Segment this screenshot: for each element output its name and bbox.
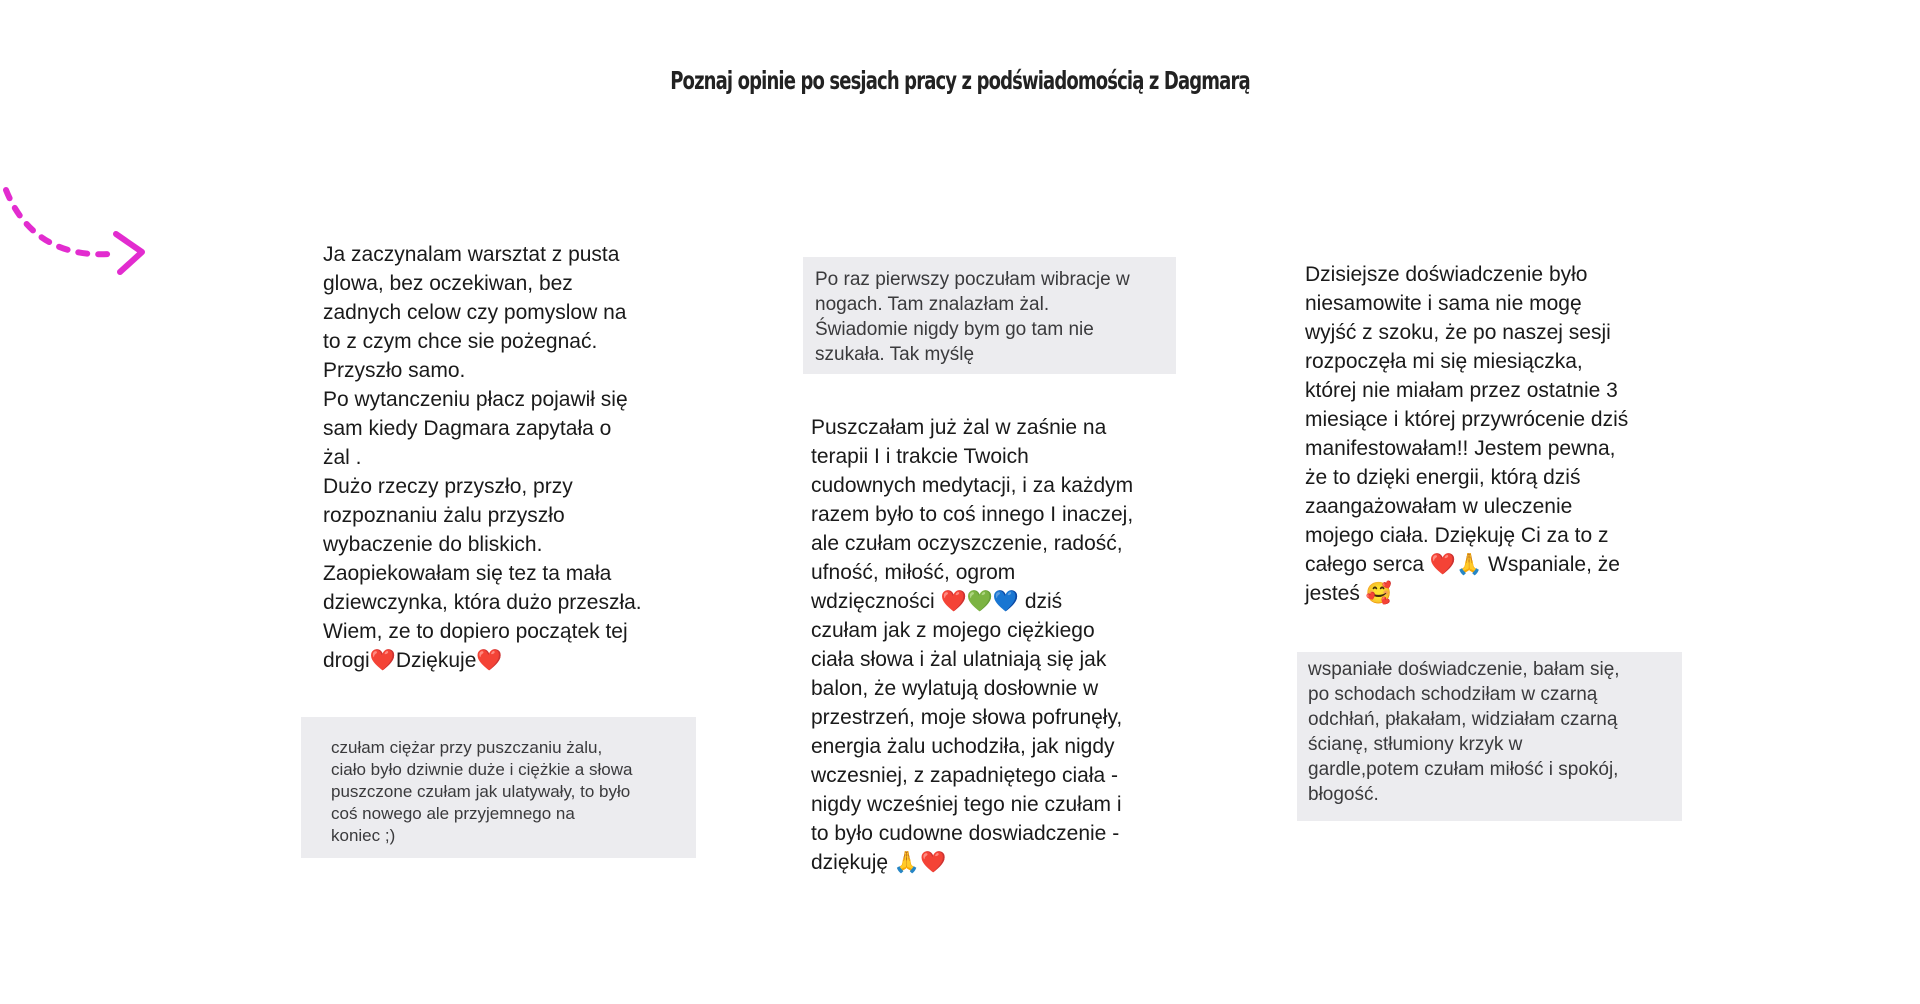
testimonial-card: Dzisiejsze doświadczenie było niesamowite i sama nie mogę wyjść z szoku, że po naszej sesji rozpoczęła mi się miesiączka, której nie miałam przez ostatnie 3 miesiące i której przywrócenie dziś manifestowałam!! Jestem pewna, że to dzięki energii, którą dziś zaangażowałam w uleczenie mojego ciała. Dziękuję Ci za to z całego serca ❤️🙏 Wspaniale, że jesteś 🥰 — [1305, 263, 1629, 605]
testimonial-card: Ja zaczynalam warsztat z pusta glowa, bez oczekiwan, bez zadnych celow czy pomyslow na to z czym chce sie pożegnać. Przyszło samo. Po wytanczeniu płacz pojawił się sam kiedy Dagmara zapytała o żal . Dużo rzeczy przyszło, przy rozpoznaniu żalu przyszło wybaczenie do bliskich. Zaopiekowałam się tez ta mała dziewczynka, która dużo przeszła. Wiem, ze to dopiero początek tej drogi❤️Dziękuje❤️ — [323, 243, 642, 672]
testimonial-card: wspaniałe doświadczenie, bałam się, po schodach schodziłam w czarną odchłań, płakałam, widziałam czarną ścianę, stłumiony krzyk w gardle,potem czułam miłość i spokój, błogość. — [1297, 652, 1682, 821]
testimonial-card: Po raz pierwszy poczułam wibracje w nogach. Tam znalazłam żal. Świadomie nigdy bym go tam nie szukała. Tak myślę — [803, 257, 1176, 374]
dashed-curved-arrow-icon — [0, 180, 160, 290]
testimonial-card: czułam ciężar przy puszczaniu żalu, ciało było dziwnie duże i ciężkie a słowa puszczone czułam jak ulatywały, to było coś nowego ale przyjemnego na koniec ;) — [301, 717, 696, 858]
testimonial-card: Puszczałam już żal w zaśnie na terapii I i trakcie Twoich cudownych medytacji, i za każdym razem było to coś innego I inaczej, ale czułam oczyszczenie, radość, ufność, miłość, ogrom wdzięczności ❤️💚💙 dziś czułam jak z mojego ciężkiego ciała słowa i żal ulatniają się jak balon, że wylatują dosłownie w przestrzeń, moje słowa pofrunęły, energia żalu uchodziła, jak nigdy wczesniej, z zapadniętego ciała - nigdy wcześniej tego nie czułam i to było cudowne doswiadczenie - dziękuję 🙏❤️ — [811, 416, 1134, 874]
page-title: Poznaj opinie po sesjach pracy z podświadomością z Dagmarą — [670, 66, 1250, 95]
